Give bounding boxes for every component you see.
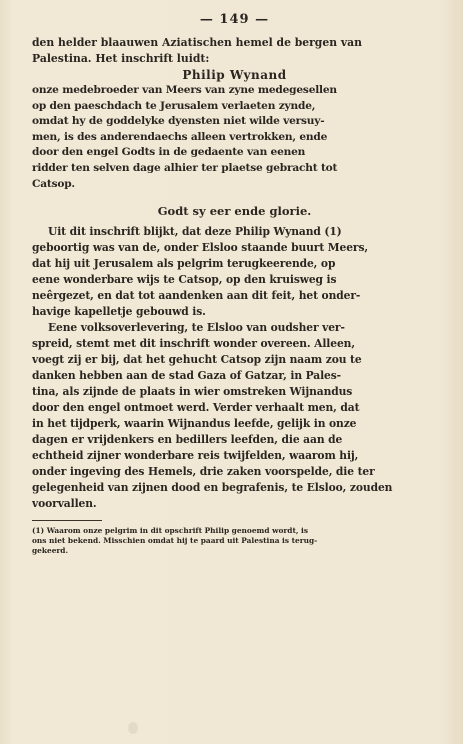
inscription-text xyxy=(32,83,437,192)
intro-line: Palestina. Het inschrift luidt: xyxy=(32,51,210,65)
paragraph-line: dagen er vrijdenkers en bedillers leefden, die aan de xyxy=(32,433,343,447)
paragraph-line: geboortig was van de, onder Elsloo staande buurt Meers, xyxy=(32,241,368,255)
footnote-line: ons niet bekend. Misschien omdat hij te paard uit Palestina is terug- xyxy=(32,536,318,546)
paragraph-1 xyxy=(32,224,437,320)
paragraph-line: dat hij uit Jerusalem als pelgrim terugkeerende, op xyxy=(32,257,336,271)
inscription-name: Philip Wynand xyxy=(182,68,287,82)
paragraph-line: door den engel ontmoet werd. Verder verhaalt men, dat xyxy=(32,401,360,415)
paragraph-line: onder ingeving des Hemels, drie zaken voorspelde, die ter xyxy=(32,465,375,479)
inscription-line: omdat hy de goddelyke dyensten niet wilde versuy- xyxy=(32,115,325,128)
intro-text xyxy=(32,35,437,66)
paper-stain xyxy=(128,722,138,734)
paragraph-line: danken hebben aan de stad Gaza of Gatzar, in Pales- xyxy=(32,369,342,383)
footnote-divider xyxy=(32,520,102,521)
footnote-line: (1) Waarom onze pelgrim in dit opschrift Philip genoemd wordt, is xyxy=(32,526,309,536)
paragraph-line: eene wonderbare wijs te Catsop, op den kruisweg is xyxy=(32,273,337,287)
paragraph-line: Eene volksoverlevering, te Elsloo van oudsher ver- xyxy=(48,321,345,335)
inscription-line: ridder ten selven dage alhier ter plaetse gebracht tot xyxy=(32,161,338,174)
inscription-line: men, is des anderendaechs alleen vertrokken, ende xyxy=(32,130,328,143)
inscription-closing: Godt sy eer ende glorie. xyxy=(157,204,312,219)
intro-line: den helder blaauwen Aziatischen hemel de bergen van xyxy=(32,36,362,49)
paragraph-line: Uit dit inschrift blijkt, dat deze Philip Wynand (1) xyxy=(48,225,342,239)
inscription-line: door den engel Godts in de gedaente van eenen xyxy=(32,146,306,159)
paragraph-line: echtheid zijner wonderbare reis twijfelden, waarom hij, xyxy=(32,449,359,463)
paragraph-line: voegt zij er bij, dat het gehucht Catsop zijn naam zou te xyxy=(32,353,362,367)
footnote xyxy=(32,526,437,556)
paragraph-line: spreid, stemt met dit inschrift wonder overeen. Alleen, xyxy=(32,337,355,351)
paragraph-2 xyxy=(32,320,437,512)
paragraph-line: gelegenheid van zijnen dood en begrafenis, te Elsloo, zouden xyxy=(32,481,393,495)
inscription-line: Catsop. xyxy=(32,177,75,190)
paragraph-line: neêrgezet, en dat tot aandenken aan dit feit, het onder- xyxy=(32,289,361,303)
paragraph-line: voorvallen. xyxy=(32,497,97,511)
footnote-line: gekeerd. xyxy=(32,546,69,556)
inscription-line: op den paeschdach te Jerusalem verlaeten zynde, xyxy=(32,99,316,112)
inscription-line: onze medebroeder van Meers van zyne medegesellen xyxy=(32,84,337,96)
paragraph-line: havige kapelletje gebouwd is. xyxy=(32,305,206,319)
paragraph-line: tina, als zijnde de plaats in wier omstreken Wijnandus xyxy=(32,385,353,399)
paragraph-line: in het tijdperk, waarin Wijnandus leefde, gelijk in onze xyxy=(32,417,357,431)
page-number: — 149 — xyxy=(199,12,270,27)
